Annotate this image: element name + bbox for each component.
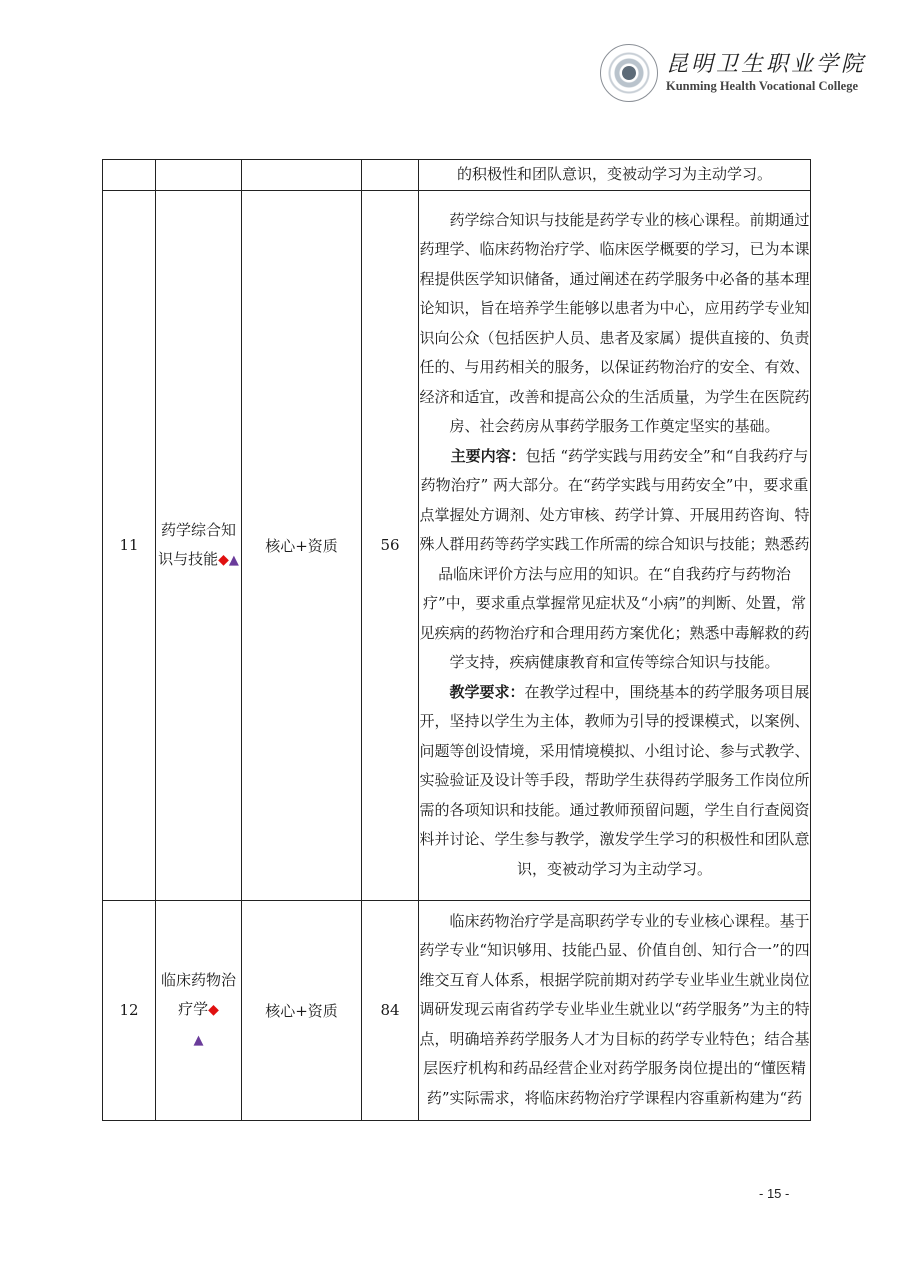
logo-chinese-name: 昆明卫生职业学院 [665, 52, 866, 77]
description-paragraph [419, 678, 810, 885]
course-number [103, 160, 156, 191]
page-header [600, 44, 866, 102]
course-description [419, 900, 811, 1120]
course-description [419, 190, 811, 900]
course-type: 核心+资质 [242, 900, 362, 1120]
page-number: - 15 - [759, 1186, 790, 1201]
course-description [419, 160, 811, 191]
course-number: 12 [103, 900, 156, 1120]
course-hours [362, 160, 419, 191]
course-hours: 56 [362, 190, 419, 900]
college-seal-icon [600, 44, 658, 102]
course-name [156, 160, 242, 191]
course-name-cell [156, 900, 242, 1120]
description-paragraph: 的积极性和团队意识，变被动学习为主动学习。 [456, 165, 772, 183]
qualification-triangle-icon: ▲ [193, 1032, 204, 1048]
description-paragraph [419, 442, 810, 678]
course-type: 核心+资质 [242, 190, 362, 900]
description-paragraph: 药学综合知识与技能是药学专业的核心课程。前期通过药理学、临床药物治疗学、临床医学概要的学习，已为本课程提供医学知识储备，通过阐述在药学服务中必备的基本理论知识，旨在培养学生能够以患者为中心，应用药学专业知识向公众（包括医护人员、患者及家属）提供直接的、负责任的、与用药相关的服务，以保证药物治疗的安全、有效、经济和适宜，改善和提高公众的生活质量，为学生在医院药房、社会药房从事药学服务工作奠定坚实的基础。 [419, 210, 810, 436]
course-type [242, 160, 362, 191]
table-row [103, 190, 811, 900]
course-table [102, 159, 811, 1121]
course-name-cell [156, 190, 242, 900]
paragraph-text: 在教学过程中，围绕基本的药学服务项目展开，坚持以学生为主体，教师为引导的授课模式，以案例、问题等创设情境，采用情境模拟、小组讨论、参与式教学、实验验证及设计等手段，帮助学生获得药学服务工作岗位所需的各项知识和技能。通过教师预留问题，学生自行查阅资料并讨论、学生参与教学，激发学生学习的积极性和团队意识，变被动学习为主动学习。 [419, 682, 810, 878]
course-name: 药学综合知识与技能 [158, 520, 236, 568]
paragraph-heading: 教学要求： [449, 682, 525, 701]
college-logo [666, 52, 866, 94]
table-row [103, 160, 811, 191]
core-diamond-icon: ◆ [218, 551, 229, 568]
course-number: 11 [103, 190, 156, 900]
course-name: 临床药物治疗学 [160, 970, 236, 1018]
paragraph-text: 包括 “药学实践与用药安全”和“自我药疗与药物治疗” 两大部分。在“药学实践与用药安全”中，要求重点掌握处方调剂、处方审核、药学计算、开展用药咨询、特殊人群用药等药学实践工作所需的综合知识与技能；熟悉药品临床评价方法与应用的知识。在“自我药疗与药物治疗”中，要求重点掌握常见症状及“小病”的判断、处置，常见疾病的药物治疗和合理用药方案优化；熟悉中毒解救的药学支持，疾病健康教育和宣传等综合知识与技能。 [419, 446, 810, 672]
logo-english-name: Kunming Health Vocational College [665, 79, 859, 93]
core-diamond-icon: ◆ [208, 1001, 219, 1018]
table-row [103, 900, 811, 1120]
qualification-triangle-icon: ▲ [228, 552, 239, 568]
paragraph-heading: 主要内容： [450, 446, 526, 465]
description-paragraph: 临床药物治疗学是高职药学专业的专业核心课程。基于药学专业“知识够用、技能凸显、价值自创、知行合一”的四维交互育人体系，根据学院前期对药学专业毕业生就业岗位调研发现云南省药学专业毕业生就业以“药学服务”为主的特点，明确培养药学服务人才为目标的药学专业特色；结合基层医疗机构和药品经营企业对药学服务岗位提出的“懂医精药”实际需求，将临床药物治疗学课程内容重新构建为“药 [419, 911, 810, 1107]
course-hours: 84 [362, 900, 419, 1120]
